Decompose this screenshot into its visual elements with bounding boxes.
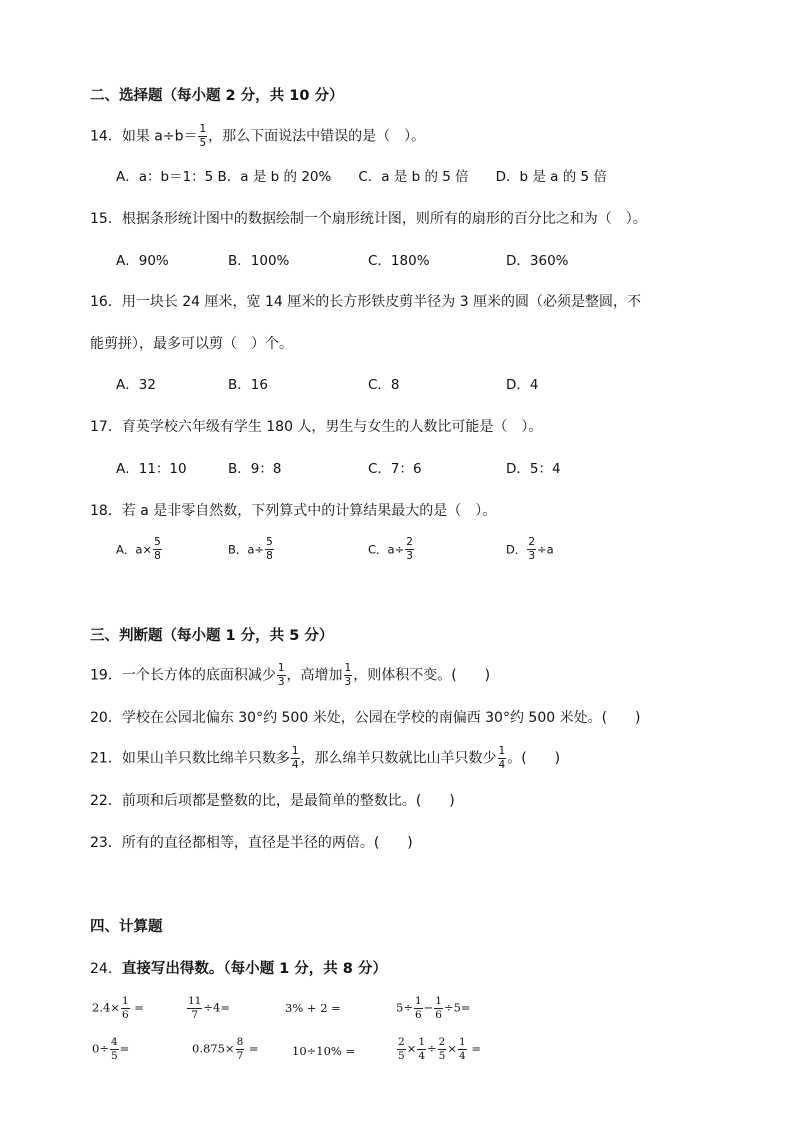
fraction-numerator: 4 — [110, 1037, 119, 1050]
q21-text-c: 。( ) — [507, 750, 561, 767]
fraction-numerator: 1 — [498, 746, 507, 759]
question-24 — [90, 962, 387, 977]
fraction-denominator: 3 — [528, 550, 536, 563]
fraction-denominator: 5 — [110, 1050, 118, 1063]
question-19 — [90, 663, 490, 688]
q18-option-d — [506, 537, 554, 562]
question-21 — [90, 746, 560, 771]
section-2-heading: 二、选择题（每小题 2 分，共 10 分） — [90, 88, 344, 104]
q19-fraction-2 — [344, 663, 353, 688]
fraction-numerator: 1 — [277, 663, 286, 676]
q14-suffix: ，那么下面说法中错误的是（ ）。 — [208, 128, 426, 145]
q15-option-c: C．180% — [368, 253, 430, 269]
calc-fraction — [187, 996, 202, 1021]
fraction-denominator: 4 — [418, 1050, 426, 1063]
option-label: C．a÷ — [368, 542, 405, 557]
section-3-heading: 三、判断题（每小题 1 分，共 5 分） — [90, 628, 334, 644]
fraction-denominator: 3 — [406, 550, 413, 563]
fraction-denominator: 6 — [121, 1009, 129, 1022]
fraction-denominator: 6 — [414, 1009, 422, 1022]
q16-option-c: C．8 — [368, 377, 400, 393]
question-23: 23．所有的直径都相等，直径是半径的两倍。( ) — [90, 835, 413, 851]
calc-item-7: 10÷10% = — [292, 1044, 356, 1058]
calc-fraction — [417, 1037, 426, 1062]
question-16-line-1: 16．用一块长 24 厘米，宽 14 厘米的长方形铁皮剪半径为 3 厘米的圆（必须是整圆，不 — [90, 294, 642, 310]
q24-prefix: 24． — [90, 961, 122, 977]
calc-text: 2.4× — [92, 1000, 120, 1015]
fraction-numerator: 1 — [344, 663, 353, 676]
q18-a-fraction — [153, 537, 162, 562]
calc-fraction — [121, 996, 130, 1021]
fraction-numerator: 1 — [291, 746, 300, 759]
fraction-denominator: 8 — [266, 550, 273, 563]
fraction-numerator: 2 — [397, 1037, 406, 1050]
q21-text-b: ，那么绵羊只数就比山羊只数少 — [300, 750, 497, 767]
option-suffix: ÷a — [537, 542, 554, 557]
calc-fraction — [434, 996, 443, 1021]
q18-b-fraction — [265, 537, 274, 562]
calc-item-5 — [92, 1037, 129, 1062]
q18-option-a — [116, 537, 163, 562]
fraction-numerator: 5 — [153, 537, 162, 550]
q21-fraction-2 — [498, 746, 507, 771]
calc-fraction — [236, 1037, 245, 1062]
fraction-numerator: 1 — [434, 996, 443, 1009]
fraction-numerator: 5 — [265, 537, 274, 550]
q16-option-d: D．4 — [506, 377, 539, 393]
section-4-heading: 四、计算题 — [90, 919, 163, 935]
q14-options: A．a：b＝1：5 B．a 是 b 的 20% C．a 是 b 的 5 倍 D．b 是 a 的 5 倍 — [116, 169, 607, 185]
fraction-denominator: 6 — [435, 1009, 442, 1022]
calc-item-4 — [396, 996, 471, 1021]
calc-text: = — [467, 1041, 481, 1056]
calc-fraction — [458, 1037, 467, 1062]
calc-text: 0÷ — [92, 1041, 109, 1056]
calc-text: − — [423, 1000, 434, 1015]
calc-text: × — [406, 1041, 417, 1056]
question-22: 22．前项和后项都是整数的比，是最简单的整数比。( ) — [90, 793, 455, 809]
q19-text-c: ，则体积不变。( ) — [353, 667, 491, 684]
fraction-denominator: 8 — [154, 550, 161, 563]
calc-text: ÷ — [427, 1041, 437, 1056]
fraction-denominator: 4 — [498, 759, 506, 772]
fraction-numerator: 2 — [438, 1037, 447, 1050]
fraction-numerator: 1 — [121, 996, 130, 1009]
calc-fraction — [414, 996, 423, 1021]
q18-c-fraction — [405, 537, 414, 562]
option-label: B．a÷ — [228, 542, 265, 557]
q15-option-d: D．360% — [506, 253, 569, 269]
calc-item-1 — [92, 996, 144, 1021]
fraction-denominator: 3 — [277, 676, 285, 689]
fraction-denominator: 7 — [191, 1009, 199, 1022]
q24-title: 直接写出得数。（每小题 1 分，共 8 分） — [121, 961, 387, 977]
question-16-line-2: 能剪拼），最多可以剪（ ）个。 — [90, 336, 293, 352]
fraction-numerator: 8 — [236, 1037, 245, 1050]
q15-option-b: B．100% — [228, 253, 290, 269]
option-label: A．a× — [116, 542, 153, 557]
calc-item-2 — [186, 996, 230, 1021]
fraction-denominator: 3 — [344, 676, 352, 689]
calc-item-3: 3% + 2 = — [285, 1001, 341, 1015]
fraction-denominator: 7 — [236, 1050, 244, 1063]
q19-fraction-1 — [277, 663, 286, 688]
question-14 — [90, 124, 425, 149]
q19-text-b: ，高增加 — [286, 667, 343, 684]
q18-option-c — [368, 537, 415, 562]
calc-text: = — [130, 1000, 144, 1015]
question-15: 15．根据条形统计图中的数据绘制一个扇形统计图，则所有的扇形的百分比之和为（ ）。 — [90, 211, 647, 227]
calc-text: ÷4= — [203, 1000, 230, 1015]
calc-fraction — [110, 1037, 119, 1062]
q17-option-a: A．11：10 — [116, 461, 187, 477]
question-20: 20．学校在公园北偏东 30°约 500 米处，公园在学校的南偏西 30°约 500 米处。( ) — [90, 710, 641, 726]
fraction-numerator: 2 — [405, 537, 414, 550]
calc-fraction — [397, 1037, 406, 1062]
calc-text: ÷5= — [443, 1000, 471, 1015]
fraction-numerator: 1 — [458, 1037, 467, 1050]
q18-d-fraction — [527, 537, 536, 562]
fraction-numerator: 1 — [198, 124, 207, 137]
fraction-denominator: 4 — [291, 759, 299, 772]
question-18: 18．若 a 是非零自然数，下列算式中的计算结果最大的是（ ）。 — [90, 503, 497, 519]
fraction-denominator: 5 — [398, 1050, 405, 1063]
calc-item-6 — [192, 1037, 259, 1062]
calc-text: = — [119, 1041, 130, 1056]
option-label: D． — [506, 542, 527, 557]
calc-text: 0.875× — [192, 1041, 235, 1056]
q15-option-a: A．90% — [116, 253, 169, 269]
q17-option-b: B．9：8 — [228, 461, 282, 477]
q18-option-b — [228, 537, 275, 562]
fraction-numerator: 2 — [527, 537, 536, 550]
fraction-denominator: 5 — [438, 1050, 446, 1063]
q16-option-a: A．32 — [116, 377, 156, 393]
question-17: 17．育英学校六年级有学生 180 人，男生与女生的人数比可能是（ ）。 — [90, 419, 543, 435]
q21-fraction-1 — [291, 746, 300, 771]
q21-text-a: 21．如果山羊只数比绵羊只数多 — [90, 750, 290, 767]
calc-text: × — [447, 1041, 457, 1056]
q17-option-d: D．5：4 — [506, 461, 561, 477]
fraction-numerator: 1 — [414, 996, 423, 1009]
calc-text: = — [245, 1041, 259, 1056]
fraction-numerator: 11 — [187, 996, 202, 1009]
fraction-denominator: 4 — [458, 1050, 466, 1063]
q16-option-b: B．16 — [228, 377, 268, 393]
calc-item-8 — [396, 1037, 481, 1062]
calc-fraction — [438, 1037, 447, 1062]
q14-fraction — [198, 124, 207, 149]
q19-text-a: 19．一个长方体的底面积减少 — [90, 667, 276, 684]
fraction-denominator: 5 — [199, 137, 207, 150]
q14-prefix: 14．如果 a÷b＝ — [90, 128, 198, 145]
calc-text: 5÷ — [396, 1000, 413, 1015]
fraction-numerator: 1 — [417, 1037, 426, 1050]
q17-option-c: C．7：6 — [368, 461, 422, 477]
